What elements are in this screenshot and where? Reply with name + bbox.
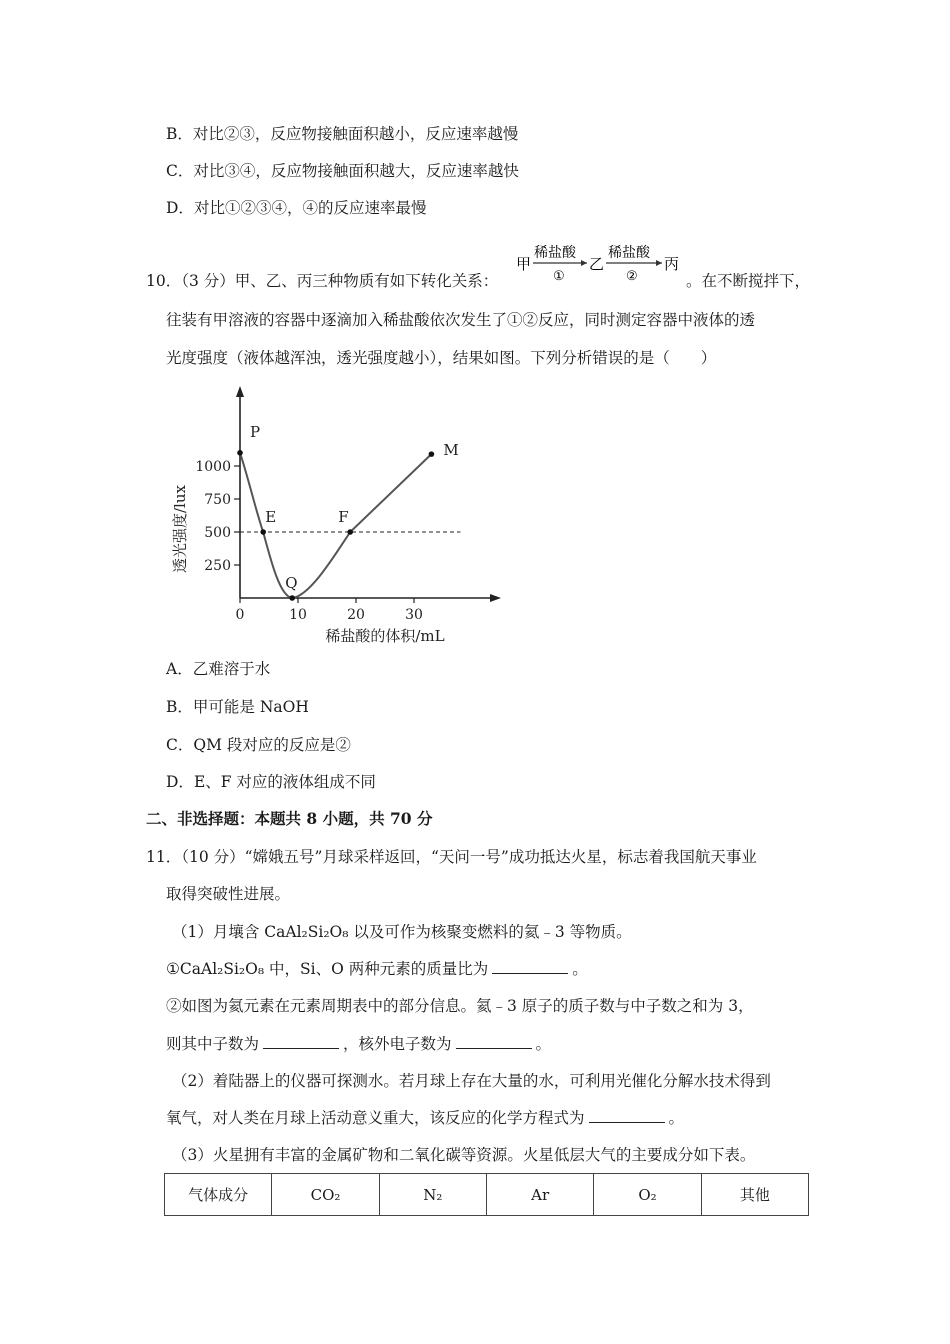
y-axis-label: 透光强度/lux [171,485,189,573]
q9-option-c: C．对比③④，反应物接触面积越大，反应速率越快 [166,162,519,180]
answer-blank-4[interactable] [589,1108,665,1123]
y-tick-label: 250 [204,558,231,574]
answer-blank-1[interactable] [492,959,568,974]
point-label-f: F [338,508,349,526]
point-e [260,529,266,535]
y-tick-label: 750 [204,492,231,508]
q11-part1a: ①CaAl₂Si₂O₈ 中，Si、O 两种元素的质量比为 。 [166,960,588,978]
point-label-p: P [250,422,261,441]
q10-stem-line1: 10．（3 分）甲、乙、丙三种物质有如下转化关系： [146,272,499,290]
point-label-m: M [443,441,459,460]
x-tick-label: 10 [289,607,307,623]
mars-atmosphere-table [164,1173,809,1216]
point-f [347,529,353,535]
table-cell-co2: CO₂ [272,1174,379,1216]
x-tick-label: 20 [347,607,365,623]
table-cell-ar: Ar [487,1174,594,1216]
q10-option-c: C．QM 段对应的反应是② [166,736,351,754]
point-q [289,595,295,601]
section-2-heading: 二、非选择题：本题共 8 小题，共 70 分 [146,809,433,828]
table-cell-header: 气体成分 [165,1174,272,1216]
point-label-e: E [265,508,277,526]
q10-stem-line1-end: 。在不断搅拌下， [686,272,811,290]
q10-option-d: D．E、F 对应的液体组成不同 [166,773,376,791]
q11-stem-line1: 11．（10 分）“嫦娥五号”月球采样返回，“天问一号”成功抵达火星，标志着我国航天事业 [146,848,757,866]
table-cell-n2: N₂ [379,1174,486,1216]
conversion-scheme [516,242,684,288]
scheme-substance-a: 甲 [516,255,532,273]
q9-option-b: B．对比②③，反应物接触面积越小，反应速率越慢 [166,125,519,143]
scheme-reagent-2: 稀盐酸 [608,245,650,261]
q9-option-d: D．对比①②③④，④的反应速率最慢 [166,199,427,217]
x-tick-label: 30 [405,607,423,623]
x-axis-arrow [490,594,501,602]
q11-part1b-line1: ②如图为氦元素在元素周期表中的部分信息。氦﹣3 原子的质子数与中子数之和为 3， [166,997,754,1015]
answer-blank-3[interactable] [456,1034,532,1049]
transmittance-chart [165,378,525,648]
scheme-arrowhead-2 [656,260,662,266]
q11-part2-line2: 氧气，对人类在月球上活动意义重大，该反应的化学方程式为 。 [166,1109,685,1127]
q10-option-b: B．甲可能是 NaOH [166,698,309,716]
x-tick-label: 0 [235,607,245,623]
point-label-q: Q [285,574,298,592]
q10-stem-line2: 往装有甲溶液的容器中逐滴加入稀盐酸依次发生了①②反应，同时测定容器中液体的透 [166,311,756,329]
scheme-reagent-1: 稀盐酸 [534,245,576,261]
q11-part1b-line2: 则其中子数为 ，核外电子数为 。 [166,1035,552,1053]
scheme-substance-c: 丙 [664,255,680,273]
scheme-step-2: ② [626,269,638,284]
scheme-arrowhead-1 [581,260,587,266]
x-axis-label: 稀盐酸的体积/mL [325,627,445,645]
table-cell-o2: O₂ [594,1174,701,1216]
q11-stem-line2: 取得突破性进展。 [166,885,291,903]
scheme-step-1: ① [553,269,565,284]
y-tick-label: 1000 [195,459,231,475]
q11-part2-line1: （2）着陆器上的仪器可探测水。若月球上存在大量的水，可利用光催化分解水技术得到 [172,1072,771,1090]
y-tick-label: 500 [204,525,231,541]
q10-option-a: A．乙难溶于水 [166,660,271,678]
y-axis-arrow [236,386,244,397]
q11-part3: （3）火星拥有丰富的金属矿物和二氧化碳等资源。火星低层大气的主要成分如下表。 [172,1146,756,1164]
q11-part1: （1）月壤含 CaAl₂Si₂O₈ 以及可作为核聚变燃料的氦﹣3 等物质。 [172,923,632,941]
table-row [165,1174,809,1216]
q10-stem-line3: 光度强度（液体越浑浊，透光强度越小），结果如图。下列分析错误的是（ ） [166,349,717,367]
point-m [429,451,435,457]
point-p [237,450,243,456]
answer-blank-2[interactable] [263,1034,339,1049]
table-cell-other: 其他 [701,1174,808,1216]
scheme-substance-b: 乙 [589,255,605,273]
